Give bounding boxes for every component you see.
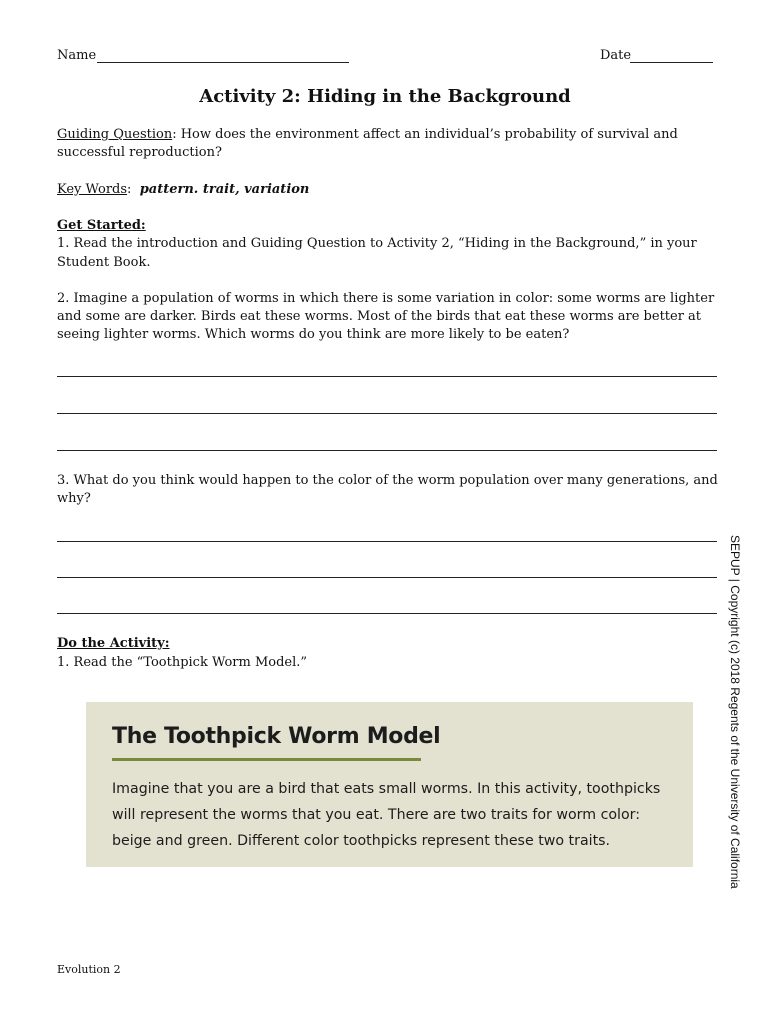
guiding-question-line1 [57, 127, 678, 142]
do-activity-heading: Do the Activity: [57, 636, 170, 651]
toothpick-line2: will represent the worms that you eat. There are two traits for worm color: [112, 807, 641, 823]
item2-line3: seeing lighter worms. Which worms do you think are more likely to be eaten? [57, 327, 570, 342]
item2-line1: 2. Imagine a population of worms in which there is some variation in color: some worms are lighter [57, 291, 715, 306]
side-copyright: SEPUP | Copyright (c) 2018 Regents of the University of California [728, 535, 742, 889]
page-title: Activity 2: Hiding in the Background [199, 86, 571, 107]
toothpick-line3: beige and green. Different color toothpicks represent these two traits. [112, 833, 611, 849]
key-words-sep: : [127, 182, 132, 197]
toothpick-model-text [112, 776, 682, 854]
item3-line1: 3. What do you think would happen to the color of the worm population over many generations, and [57, 473, 718, 488]
footer-text: Evolution 2 [57, 963, 121, 976]
key-words-row [57, 182, 309, 197]
guiding-question-line2: successful reproduction? [57, 145, 222, 160]
answer-line[interactable] [57, 541, 717, 542]
do-activity-item1: 1. Read the “Toothpick Worm Model.” [57, 655, 308, 670]
title-underline [112, 758, 421, 761]
guiding-question-text: : How does the environment affect an individual’s probability of survival and [172, 127, 678, 142]
item1-line2: Student Book. [57, 255, 151, 270]
name-blank[interactable] [97, 62, 349, 63]
answer-line[interactable] [57, 613, 717, 614]
get-started-heading: Get Started: [57, 218, 146, 233]
name-label: Name [57, 48, 97, 63]
answer-line[interactable] [57, 376, 717, 377]
date-blank[interactable] [630, 62, 713, 63]
item1-line1: 1. Read the introduction and Guiding Question to Activity 2, “Hiding in the Background,” in your [57, 236, 697, 251]
date-label: Date [600, 48, 632, 63]
item2-line2: and some are darker. Birds eat these worms. Most of the birds that eat these worms are better at [57, 309, 702, 324]
toothpick-model-box [86, 702, 693, 867]
toothpick-line1: Imagine that you are a bird that eats small worms. In this activity, toothpicks [112, 781, 661, 797]
key-words-label: Key Words [57, 182, 128, 197]
key-words-value: pattern. trait, variation [139, 182, 310, 197]
answer-line[interactable] [57, 577, 717, 578]
answer-line[interactable] [57, 450, 717, 451]
toothpick-model-title: The Toothpick Worm Model [112, 724, 441, 749]
guiding-question-label: Guiding Question [57, 127, 173, 142]
answer-line[interactable] [57, 413, 717, 414]
item3-line2: why? [57, 491, 91, 506]
